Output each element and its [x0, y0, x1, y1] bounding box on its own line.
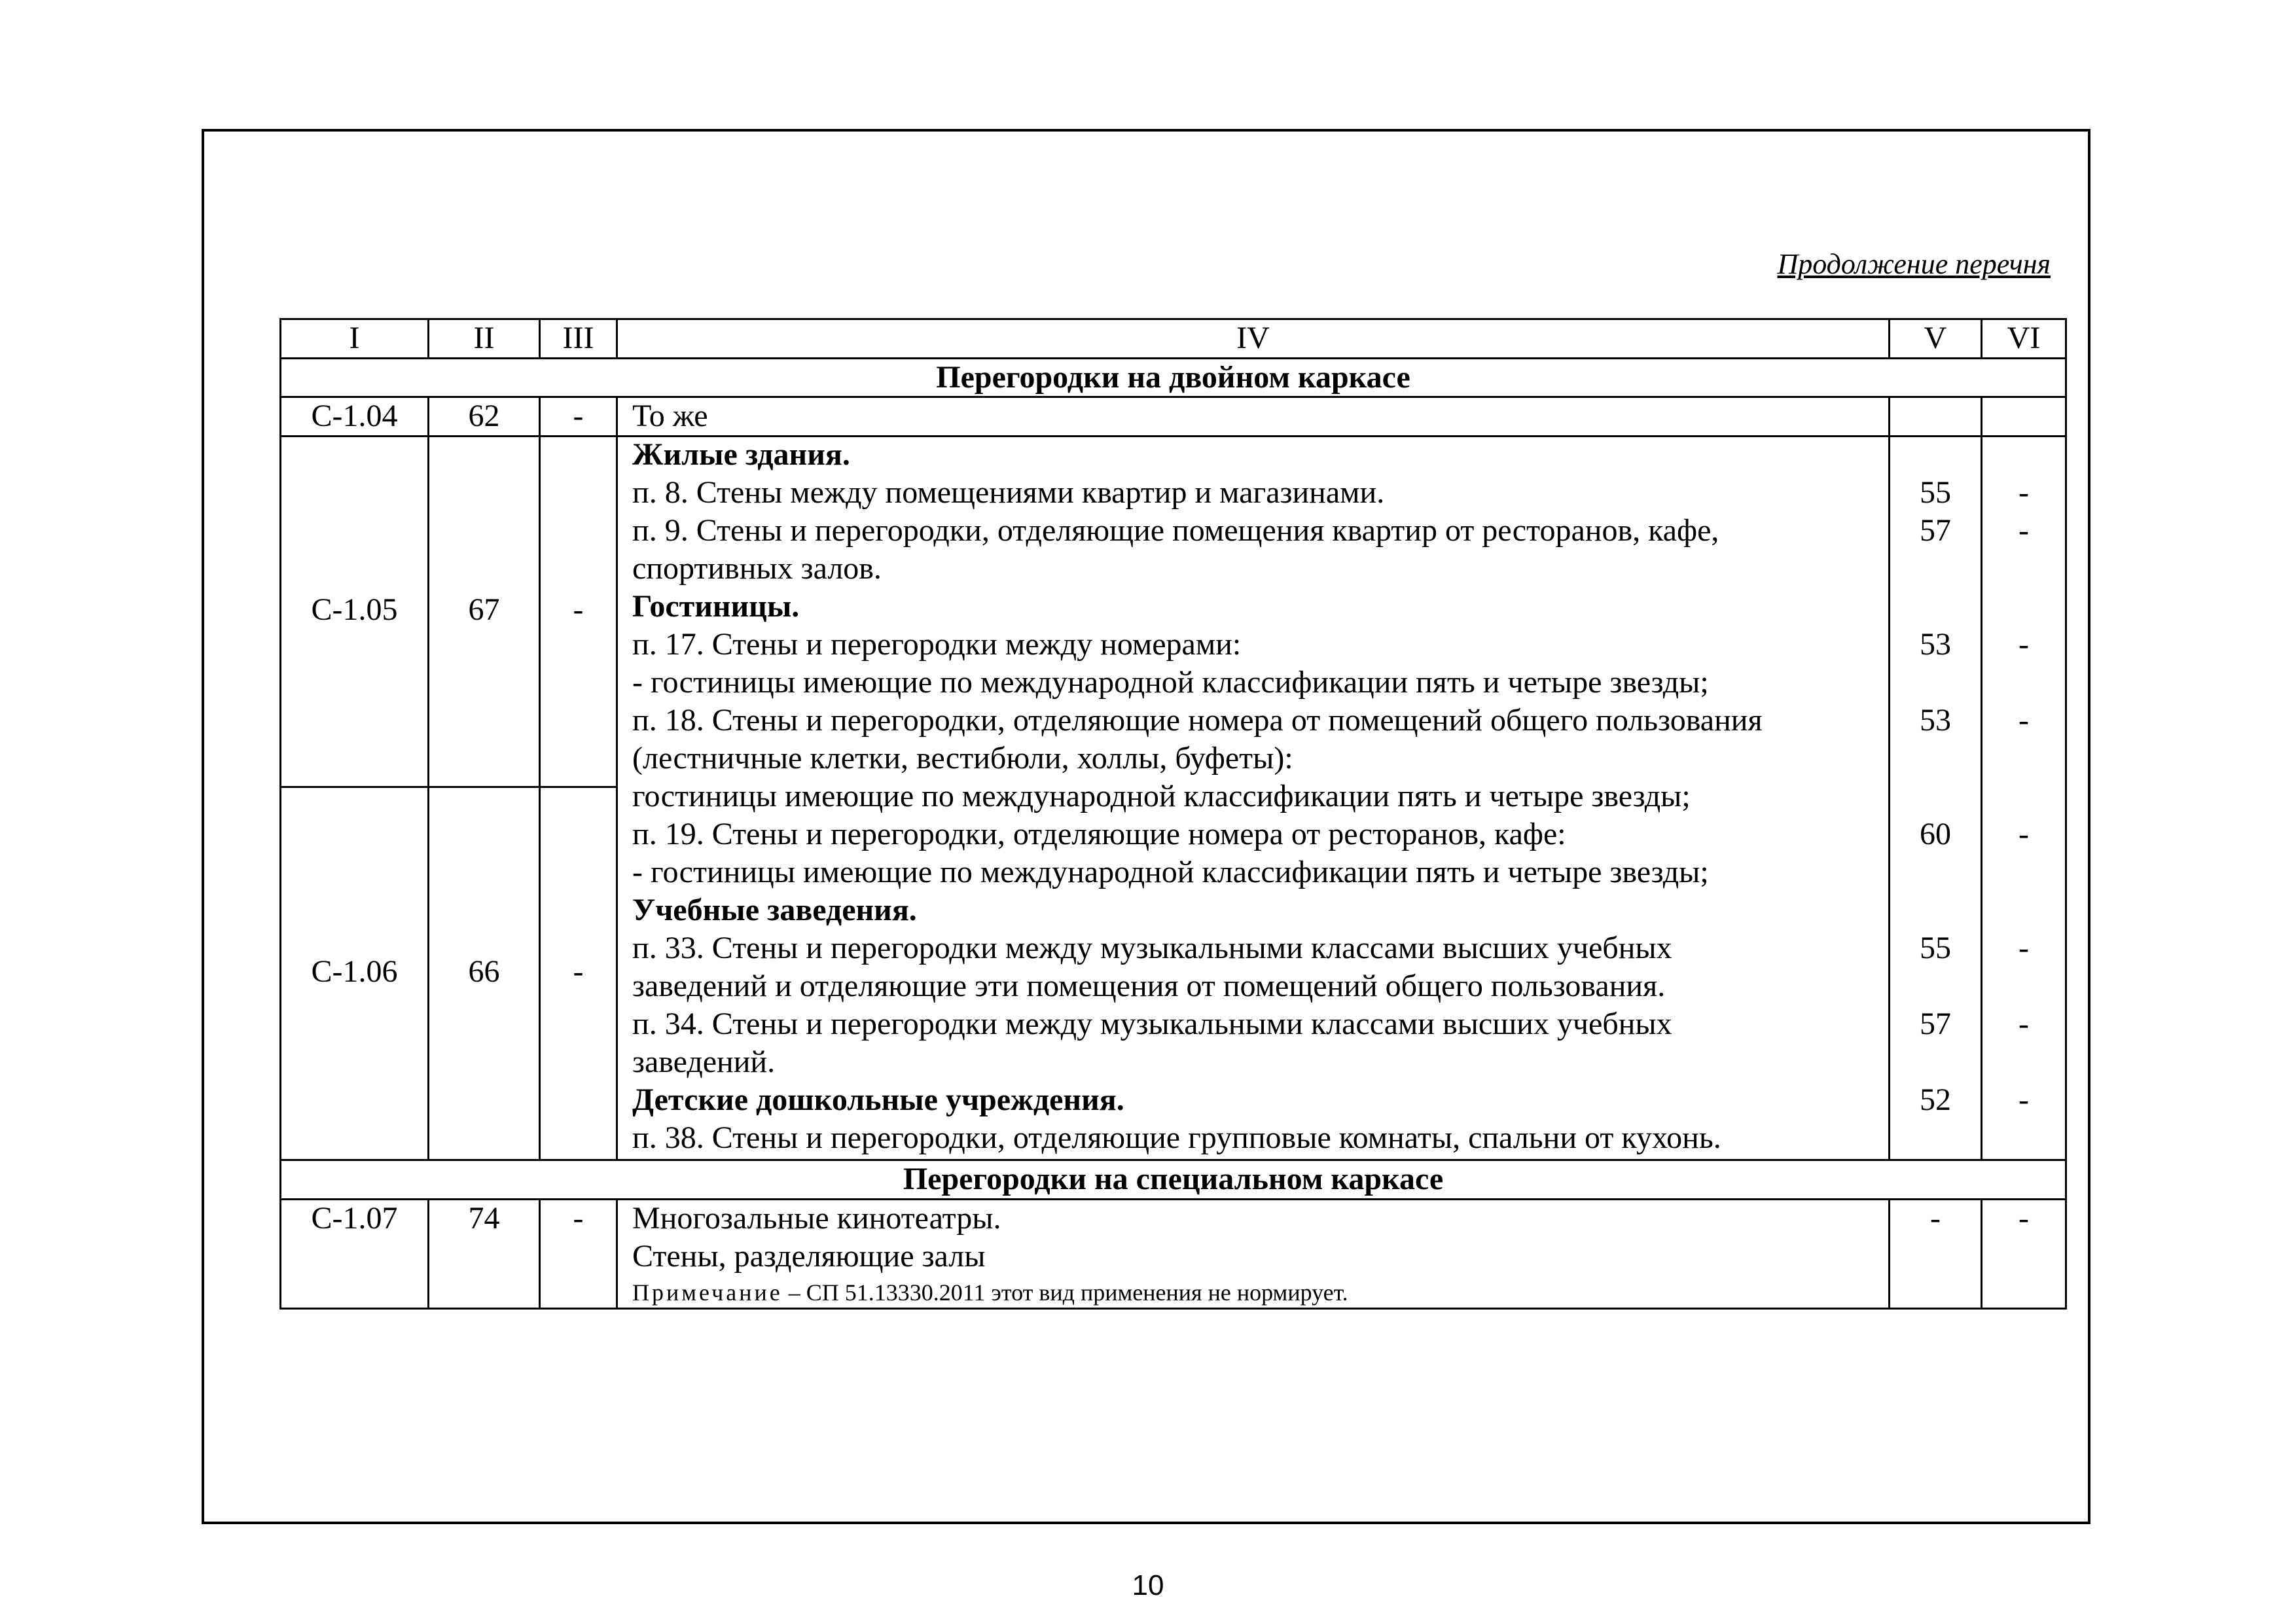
row-flag: -	[573, 399, 584, 433]
row-index: 66	[468, 954, 500, 989]
requirement-line: п. 9. Стены и перегородки, отделяющие помещения квартир от ресторанов, кафе,	[632, 513, 1719, 548]
requirement-line: п. 33. Стены и перегородки между музыкальными классами высших учебных	[632, 931, 1672, 965]
section-title: Перегородки на специальном каркасе	[903, 1162, 1444, 1196]
category-heading: Учебные заведения.	[632, 893, 917, 927]
value-vi: -	[2018, 627, 2029, 662]
row-flag: -	[573, 1201, 584, 1236]
row-text: То же	[632, 399, 708, 433]
value-vi: -	[2018, 1201, 2029, 1236]
row-flag: -	[573, 954, 584, 989]
requirement-line: п. 38. Стены и перегородки, отделяющие групповые комнаты, спальни от кухонь.	[632, 1120, 1721, 1155]
requirement-line: заведений и отделяющие эти помещения от помещений общего пользования.	[632, 969, 1666, 1003]
value-vi: -	[2018, 475, 2029, 510]
requirement-line: заведений.	[632, 1044, 776, 1079]
section-title: Перегородки на двойном каркасе	[936, 360, 1410, 395]
row-code: С-1.06	[311, 954, 398, 989]
header-col-1: I	[349, 321, 360, 355]
category-heading: Детские дошкольные учреждения.	[632, 1082, 1124, 1117]
row-code: С-1.04	[311, 399, 398, 433]
requirement-line: Стены, разделяющие залы	[632, 1239, 986, 1274]
row-flag: -	[573, 592, 584, 627]
header-col-5: V	[1924, 321, 1947, 355]
value-v: 53	[1920, 627, 1951, 662]
requirement-line: - гостиницы имеющие по международной классификации пять и четыре звезды;	[632, 855, 1709, 889]
value-v: 55	[1920, 475, 1951, 510]
value-vi: -	[2018, 1007, 2029, 1041]
value-vi: -	[2018, 817, 2029, 851]
value-v: -	[1930, 1201, 1941, 1236]
requirement-line: п. 34. Стены и перегородки между музыкальными классами высших учебных	[632, 1007, 1672, 1041]
requirement-line: п. 8. Стены между помещениями квартир и магазинами.	[632, 475, 1385, 510]
value-vi: -	[2018, 513, 2029, 548]
value-v: 57	[1920, 1007, 1951, 1041]
requirement-line: п. 19. Стены и перегородки, отделяющие номера от ресторанов, кафе:	[632, 817, 1566, 851]
header-col-6: VI	[2007, 321, 2041, 355]
row-code: С-1.07	[311, 1201, 398, 1236]
requirement-line: п. 17. Стены и перегородки между номерами:	[632, 627, 1242, 662]
value-v: 53	[1920, 703, 1951, 738]
row-code: С-1.05	[311, 592, 398, 627]
value-v: 52	[1920, 1082, 1951, 1117]
continuation-caption: Продолжение перечня	[1777, 248, 2051, 280]
category-heading: Гостиницы.	[632, 589, 800, 624]
header-col-3: III	[562, 321, 594, 355]
row-index: 74	[468, 1201, 500, 1236]
requirement-line: (лестничные клетки, вестибюли, холлы, буфеты):	[632, 741, 1293, 776]
row-index: 67	[468, 592, 500, 627]
value-v: 55	[1920, 931, 1951, 965]
value-vi: -	[2018, 931, 2029, 965]
note-text: – СП 51.13330.2011 этот вид применения не нормирует.	[782, 1279, 1348, 1306]
value-vi: -	[2018, 1082, 2029, 1117]
category-heading: Жилые здания.	[632, 437, 850, 472]
value-v: 57	[1920, 513, 1951, 548]
requirement-line: Многозальные кинотеатры.	[632, 1201, 1001, 1236]
row-index: 62	[468, 399, 500, 433]
requirement-line: спортивных залов.	[632, 551, 882, 586]
table-note	[632, 1278, 1348, 1307]
value-vi: -	[2018, 703, 2029, 738]
header-col-4: IV	[1236, 321, 1270, 355]
page-number: 10	[1132, 1569, 1164, 1601]
note-label: Примечание	[632, 1279, 783, 1306]
value-v: 60	[1920, 817, 1951, 851]
requirement-line: гостиницы имеющие по международной классификации пять и четыре звезды;	[632, 779, 1691, 813]
header-col-2: II	[473, 321, 495, 355]
requirement-line: - гостиницы имеющие по международной классификации пять и четыре звезды;	[632, 665, 1709, 700]
requirement-line: п. 18. Стены и перегородки, отделяющие номера от помещений общего пользования	[632, 703, 1763, 738]
